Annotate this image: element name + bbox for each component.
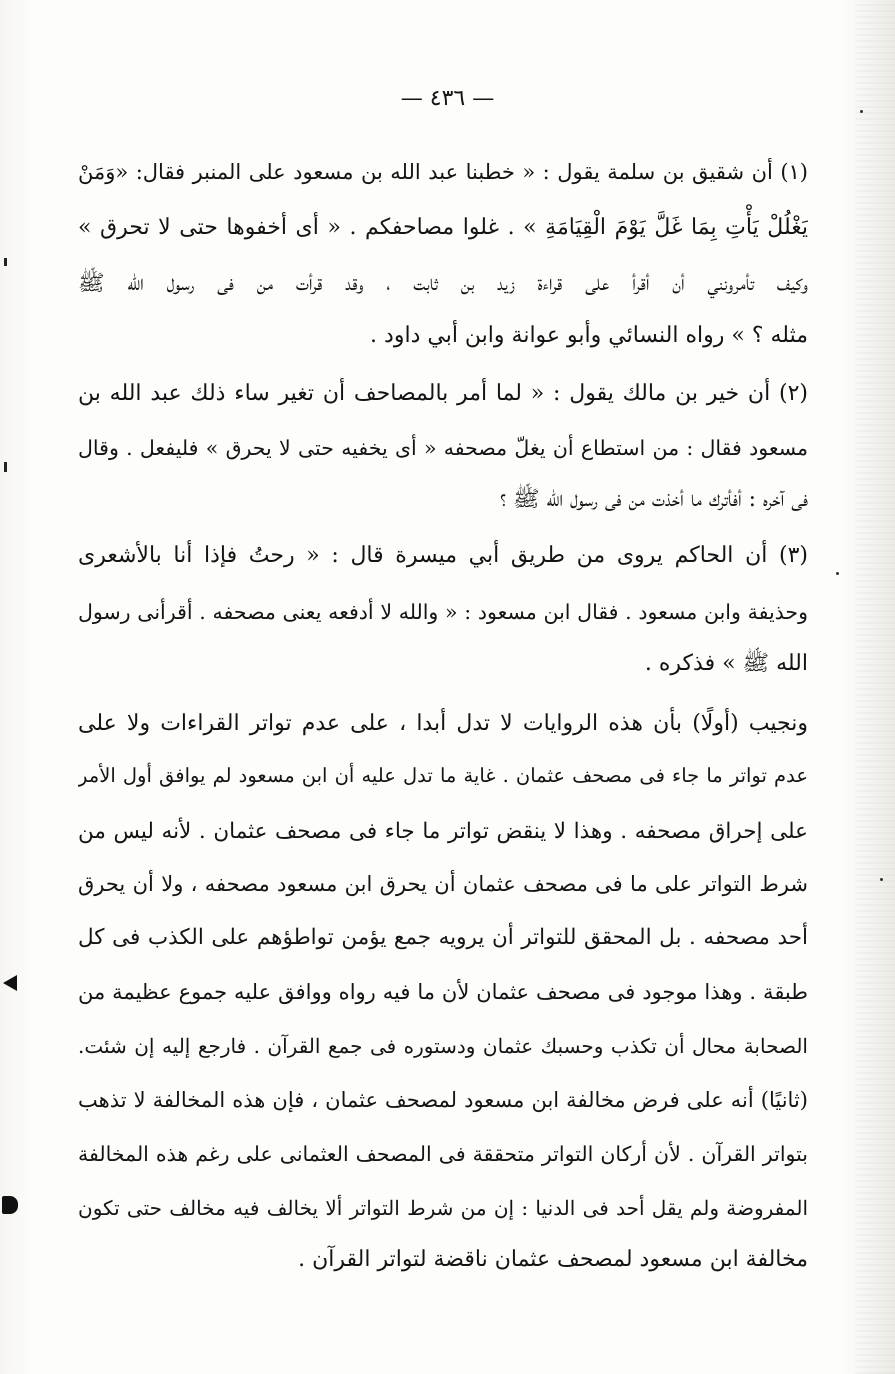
- text-line: (ثانيًا) أنه على فرض مخالفة ابن مسعود لمصحف عثمان ، فإن هذه المخالفة لا تذهب: [78, 1088, 808, 1112]
- text-line: بتواتر القرآن . لأن أركان التواتر متحققة فى المصحف العثمانى على رغم هذه المخالفة: [78, 1142, 808, 1166]
- scan-speck: [836, 572, 839, 575]
- scan-speck: [860, 110, 863, 113]
- text-line: يَغْلُلْ يَأْتِ بِمَا غَلَّ يَوْمَ الْقِيَامَةِ » . غلوا مصاحفكم . « أى أخفوها حتى لا تحرق »: [78, 215, 808, 240]
- margin-scan-mark: [3, 975, 17, 991]
- text-line: أحد مصحفه . بل المحقق للتواتر أن يرويه جمع يؤمن تواطؤهم على الكذب فى كل: [78, 925, 808, 950]
- margin-scan-mark: [4, 462, 7, 472]
- scan-speck: [880, 878, 883, 881]
- text-line: وحذيفة وابن مسعود . فقال ابن مسعود : « والله لا أدفعه يعنى مصحفه . أقرأنى رسول: [78, 600, 808, 624]
- text-line: الصحابة محال أن تكذب وحسبك عثمان ودستوره فى جمع القرآن . فارجع إليه إن شئت.: [78, 1034, 808, 1058]
- text-line: مثله ؟ » رواه النسائي وأبو عوانة وابن أبي داود .: [370, 323, 808, 348]
- text-line: (١) أن شقيق بن سلمة يقول : « خطبنا عبد الله بن مسعود على المنبر فقال: «وَمَنْ: [78, 160, 808, 184]
- text-line: الله ﷺ » فذكره .: [644, 651, 808, 676]
- text-line: (٣) أن الحاكم يروى من طريق أبي ميسرة قال : « رحتُ فإذا أنا بالأشعرى: [78, 543, 808, 568]
- text-line: شرط التواتر على ما فى مصحف عثمان أن يحرق ابن مسعود مصحفه ، ولا أن يحرق: [78, 872, 808, 896]
- text-line: مخالفة ابن مسعود لمصحف عثمان ناقضة لتواتر القرآن .: [298, 1247, 808, 1272]
- page-number: — ٤٣٦ —: [400, 86, 495, 111]
- text-line: فى آخره : أفأترك ما أخذت من فى رسول الله ﷺ ؟: [499, 487, 808, 512]
- text-line: (٢) أن خير بن مالك يقول : « لما أمر بالمصاحف أن تغير ساء ذلك عبد الله بن: [78, 381, 808, 406]
- margin-scan-mark: [2, 1196, 18, 1214]
- page-edge-shadow: [855, 0, 895, 1374]
- text-line: عدم تواتر ما جاء فى مصحف عثمان . غاية ما تدل عليه أن ابن مسعود لم يوافق أول الأمر: [78, 764, 808, 787]
- text-line: على إحراق مصحفه . وهذا لا ينقض تواتر ما جاء فى مصحف عثمان . لأنه ليس من: [78, 819, 808, 844]
- text-line: ونجيب (أولًا) بأن هذه الروايات لا تدل أبدا ، على عدم تواتر القراءات ولا على: [78, 711, 808, 736]
- margin-scan-mark: [4, 258, 7, 266]
- text-line: المفروضة ولم يقل أحد فى الدنيا : إن من شرط التواتر ألا يخالف فيه مخالف حتى تكون: [78, 1196, 808, 1220]
- text-line: مسعود فقال : من استطاع أن يغلّ مصحفه « أى يخفيه حتى لا يحرق » فليفعل . وقال: [78, 436, 808, 460]
- text-line: طبقة . وهذا موجود فى مصحف عثمان لأن ما فيه رواه ووافق عليه جموع عظيمة من: [78, 980, 808, 1004]
- text-line: وكيف تأمرونني أن أقرأ على قراءة زيد بن ثابت ، وقد قرأت من فى رسول الله ﷺ: [78, 271, 808, 296]
